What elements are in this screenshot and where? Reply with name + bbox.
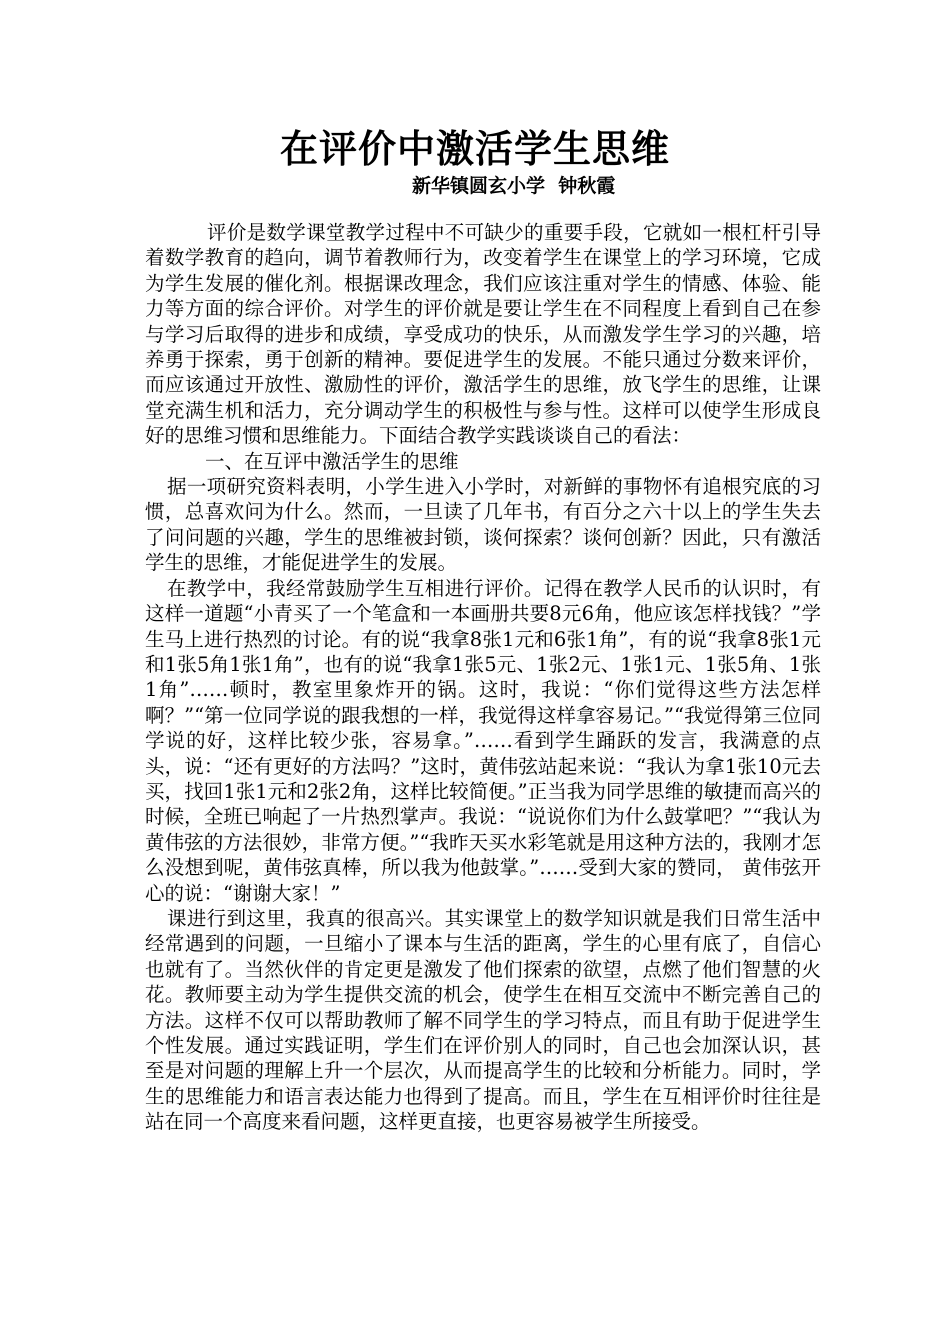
body-paragraph: 在教学中，我经常鼓励学生互相进行评价。记得在教学人民币的认识时，有这样一道题“小青买了一个笔盒和一本画册共要8元6角，他应该怎样找钱？”学生马上进行热烈的讨论。有的说“我拿8张1元和6张1角”，有的说“我拿8张1元和1张5角1张1角”，也有的说“我拿1张5元、1张2元、1张1元、1张5角、1张1角”……顿时，教室里象炸开的锅。这时，我说：“你们觉得这些方法怎样啊？”“第一位同学说的跟我想的一样，我觉得这样拿容易记。”“我觉得第三位同学说的好，这样比较少张，容易拿。”……看到学生踊跃的发言，我满意的点头，说：“还有更好的方法吗？”这时，黄伟弦站起来说：“我认为拿1张10元去买，找回1张1元和2张2角，这样比较简便。”正当我为同学思维的敏捷而高兴的时候，全班已响起了一片热烈掌声。我说：“说说你们为什么鼓掌吧？”“我认为黄伟弦的方法很妙，非常方便。”“我昨天买水彩笔就是用这种方法的，我刚才怎么没想到呢，黄伟弦真棒，所以我为他鼓掌。”……受到大家的赞同， 黄伟弦开心的说：“谢谢大家！” [145,576,821,905]
intro-paragraph: 评价是数学课堂教学过程中不可缺少的重要手段，它就如一根杠杆引导着数学教育的趋向，调节着教师行为，改变着学生在课堂上的学习环境，它成为学生发展的催化剂。根据课改理念，我们应该注重对学生的情感、体验、能力等方面的综合评价。对学生的评价就是要让学生在不同程度上看到自己在参与学习后取得的进步和成绩，享受成功的快乐，从而激发学生学习的兴趣，培养勇于探索，勇于创新的精神。要促进学生的发展。不能只通过分数来评价，而应该通过开放性、激励性的评价，激活学生的思维，放飞学生的思维，让课堂充满生机和活力，充分调动学生的积极性与参与性。这样可以使学生形成良好的思维习惯和思维能力。下面结合教学实践谈谈自己的看法： [145,221,821,448]
article-body [145,220,821,1135]
section-heading: 一、在互评中激活学生的思维 [205,449,459,473]
body-paragraph: 据一项研究资料表明，小学生进入小学时，对新鲜的事物怀有追根究底的习惯，总喜欢问为什么。然而，一旦读了几年书，有百分之六十以上的学生失去了问问题的兴趣，学生的思维被封锁，谈何探索？谈何创新？因此，只有激活学生的思维，才能促进学生的发展。 [145,475,821,575]
body-paragraph: 课进行到这里，我真的很高兴。其实课堂上的数学知识就是我们日常生活中经常遇到的问题，一旦缩小了课本与生活的距离，学生的心里有底了，自信心也就有了。当然伙伴的肯定更是激发了他们探索的欲望，点燃了他们智慧的火花。教师要主动为学生提供交流的机会，使学生在相互交流中不断完善自己的方法。这样不仅可以帮助教师了解不同学生的学习特点，而且有助于促进学生个性发展。通过实践证明，学生们在评价别人的同时，自己也会加深认识，甚至是对问题的理解上升一个层次，从而提高学生的比较和分析能力。同时，学生的思维能力和语言表达能力也得到了提高。而且，学生在互相评价时往往是站在同一个高度来看问题，这样更直接，也更容易被学生所接受。 [145,906,821,1134]
page-title: 在评价中激活学生思维 [279,126,670,171]
author-line: 新华镇圆玄小学 钟秋霞 [412,175,616,197]
